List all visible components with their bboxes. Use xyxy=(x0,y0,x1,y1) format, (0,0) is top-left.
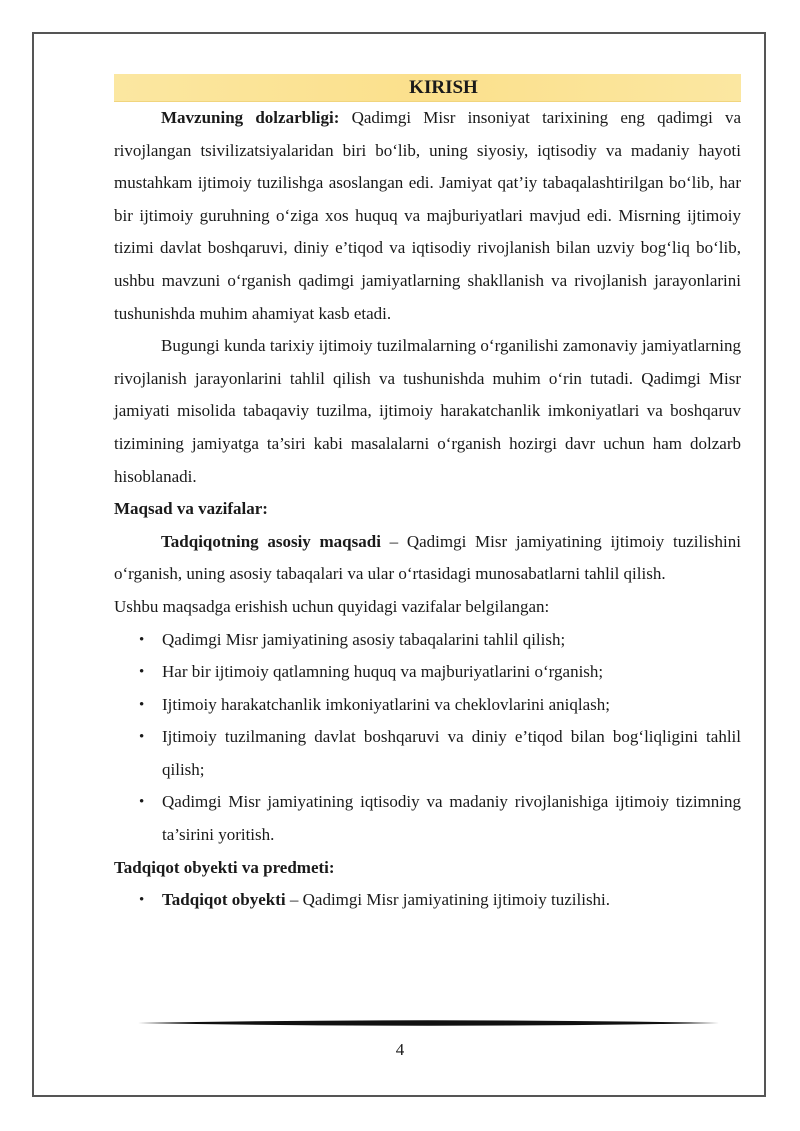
page-number: 4 xyxy=(395,1040,405,1059)
goal-paragraph xyxy=(114,526,741,591)
goal-text: – Qadimgi Misr jamiyatining ijtimoiy tuzilishini o‘rganish, uning asosiy tabaqalari va ular o‘rtasidagi munosabatlarni tahlil qilish. xyxy=(114,531,741,584)
context-paragraph: Bugungi kunda tarixiy ijtimoiy tuzilmalarning o‘rganilishi zamonaviy jamiyatlarning rivojlanish jarayonlarini tahlil qilish va tushunishda muhim o‘rin tutadi. Qadimgi Misr jamiyati misolida tabaqaviy tuzilma, ijtimoiy harakatchanlik imkoniyatlari va boshqaruv tizimining jamiyatga ta’siri kabi masalalarni o‘rganish hozirgi davr uchun ham dolzarb hisoblanadi. xyxy=(114,336,741,486)
object-heading: Tadqiqot obyekti va predmeti: xyxy=(114,857,335,877)
list-item: • Qadimgi Misr jamiyatining asosiy tabaqalarini tahlil qilish; xyxy=(114,624,741,657)
relevance-paragraph xyxy=(114,102,741,330)
list-item: • Ijtimoiy tuzilmaning davlat boshqaruvi va diniy e’tiqod bilan bog‘liqligini tahlil qilish; xyxy=(114,721,741,786)
section-title-highlight xyxy=(114,74,741,101)
list-item xyxy=(114,884,741,917)
footer-divider xyxy=(138,1019,719,1027)
tasks-intro: Ushbu maqsadga erishish uchun quyidagi vazifalar belgilangan: xyxy=(114,596,550,616)
goals-heading: Maqsad va vazifalar: xyxy=(114,499,268,519)
list-item: • Har bir ijtimoiy qatlamning huquq va majburiyatlarini o‘rganish; xyxy=(114,656,741,689)
section-title: KIRISH xyxy=(409,77,478,98)
list-item: • Qadimgi Misr jamiyatining iqtisodiy va madaniy rivojlanishiga ijtimoiy tizimning ta’sirini yoritish. xyxy=(114,786,741,851)
object-list xyxy=(114,884,741,917)
list-item: • Ijtimoiy harakatchanlik imkoniyatlarini va cheklovlarini aniqlash; xyxy=(114,689,741,722)
tasks-list xyxy=(114,624,741,852)
object-text: – Qadimgi Misr jamiyatining ijtimoiy tuzilishi. xyxy=(285,890,611,910)
document-body xyxy=(114,74,741,917)
goal-lead: Tadqiqotning asosiy maqsadi xyxy=(161,531,381,551)
relevance-text: Qadimgi Misr insoniyat tarixining eng qadimgi va rivojlangan tsivilizatsiyalaridan biri bo‘lib, uning siyosiy, iqtisodiy va madaniy hayoti mustahkam ijtimoiy tuzilishga asoslangan edi. Jamiyat qat’iy tabaqalashtirilgan bo‘lib, har bir ijtimoiy guruhning o‘ziga xos huquq va majburiyatlari mavjud edi. Misrning ijtimoiy tizimi davlat boshqaruvi, diniy e’tiqod va iqtisodiy rivojlanish bilan uzviy bog‘liq bo‘lib, ushbu mavzuni o‘rganish qadimgi jamiyatlarning shakllanish va rivojlanish jarayonlarini tushunishda muhim ahamiyat kasb etadi. xyxy=(114,108,742,323)
object-lead: Tadqiqot obyekti xyxy=(162,890,286,910)
relevance-lead: Mavzuning dolzarbligi: xyxy=(161,108,340,127)
